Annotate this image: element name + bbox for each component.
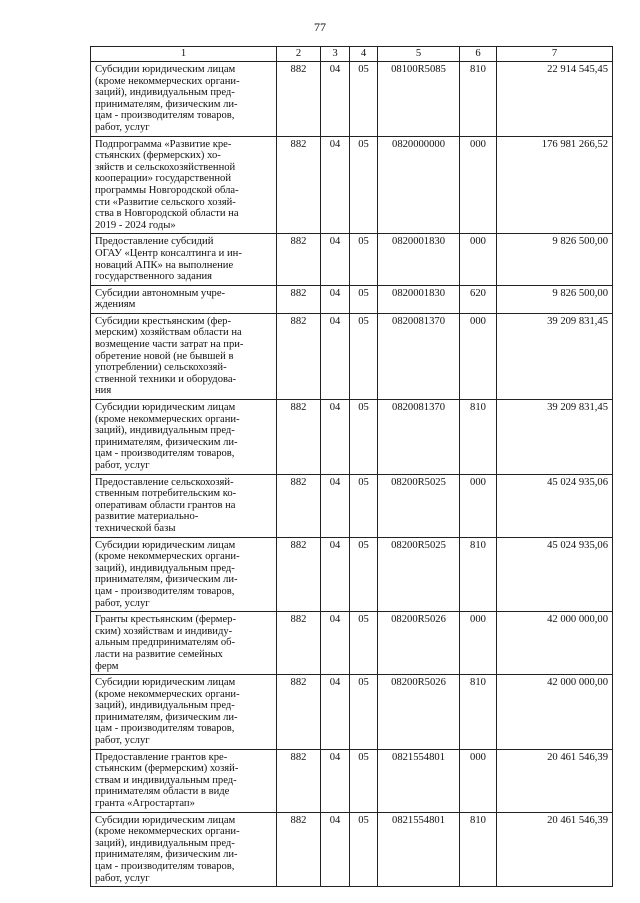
table-row bbox=[91, 474, 613, 537]
cell-target-article: 0820081370 bbox=[378, 313, 460, 399]
header-col-4: 4 bbox=[350, 47, 378, 62]
cell-subsection: 05 bbox=[350, 313, 378, 399]
table-header-row bbox=[91, 47, 613, 62]
cell-expense-type: 810 bbox=[460, 537, 497, 612]
cell-name: Субсидии юридическим лицам (кроме некоммерческих органи- заций), индивидуальным пред- принимателям, физическим ли- цам - производителям товаров, работ, услуг bbox=[91, 537, 277, 612]
cell-subsection: 05 bbox=[350, 812, 378, 887]
cell-section: 04 bbox=[321, 234, 350, 285]
cell-target-article: 08200R5025 bbox=[378, 537, 460, 612]
cell-amount: 9 826 500,00 bbox=[497, 285, 613, 313]
cell-expense-type: 000 bbox=[460, 474, 497, 537]
cell-name: Предоставление субсидий ОГАУ «Центр консалтинга и ин- новаций АПК» на выполнение государственного задания bbox=[91, 234, 277, 285]
cell-subsection: 05 bbox=[350, 675, 378, 750]
cell-subsection: 05 bbox=[350, 62, 378, 137]
cell-subsection: 05 bbox=[350, 285, 378, 313]
cell-ministry-code: 882 bbox=[277, 749, 321, 812]
cell-target-article: 08200R5026 bbox=[378, 612, 460, 675]
cell-name: Субсидии крестьянским (фер- мерским) хозяйствам области на возмещение части затрат на при- обретение новой (не бывшей в употреблении) сельскохозяй- ственной техники и оборудова- ния bbox=[91, 313, 277, 399]
cell-ministry-code: 882 bbox=[277, 812, 321, 887]
cell-expense-type: 810 bbox=[460, 675, 497, 750]
header-col-6: 6 bbox=[460, 47, 497, 62]
table-row bbox=[91, 812, 613, 887]
table-body bbox=[91, 47, 613, 887]
cell-section: 04 bbox=[321, 749, 350, 812]
cell-subsection: 05 bbox=[350, 612, 378, 675]
cell-amount: 176 981 266,52 bbox=[497, 136, 613, 234]
header-col-2: 2 bbox=[277, 47, 321, 62]
cell-name: Подпрограмма «Развитие кре- стьянских (фермерских) хо- зяйств и сельскохозяйственной кооперации» государственной программы Новгородской обла- сти «Развитие сельского хозяй- ства в Новгородской области на 2019 - 2024 годы» bbox=[91, 136, 277, 234]
table-row bbox=[91, 675, 613, 750]
cell-name: Субсидии юридическим лицам (кроме некоммерческих органи- заций), индивидуальным пред- принимателям, физическим ли- цам - производителям товаров, работ, услуг bbox=[91, 812, 277, 887]
cell-ministry-code: 882 bbox=[277, 675, 321, 750]
cell-amount: 9 826 500,00 bbox=[497, 234, 613, 285]
cell-name: Субсидии юридическим лицам (кроме некоммерческих органи- заций), индивидуальным пред- принимателям, физическим ли- цам - производителям товаров, работ, услуг bbox=[91, 400, 277, 475]
cell-subsection: 05 bbox=[350, 400, 378, 475]
table-row bbox=[91, 313, 613, 399]
cell-expense-type: 000 bbox=[460, 749, 497, 812]
budget-table bbox=[90, 46, 613, 887]
cell-amount: 45 024 935,06 bbox=[497, 474, 613, 537]
cell-amount: 42 000 000,00 bbox=[497, 675, 613, 750]
table-row bbox=[91, 749, 613, 812]
cell-ministry-code: 882 bbox=[277, 285, 321, 313]
cell-section: 04 bbox=[321, 62, 350, 137]
cell-expense-type: 810 bbox=[460, 812, 497, 887]
header-col-7: 7 bbox=[497, 47, 613, 62]
cell-target-article: 0821554801 bbox=[378, 749, 460, 812]
cell-amount: 22 914 545,45 bbox=[497, 62, 613, 137]
cell-amount: 39 209 831,45 bbox=[497, 400, 613, 475]
cell-section: 04 bbox=[321, 537, 350, 612]
cell-subsection: 05 bbox=[350, 234, 378, 285]
cell-name: Гранты крестьянским (фермер- ским) хозяйствам и индивиду- альным предпринимателям об- ласти на развитие семейных ферм bbox=[91, 612, 277, 675]
cell-section: 04 bbox=[321, 285, 350, 313]
cell-ministry-code: 882 bbox=[277, 400, 321, 475]
cell-name: Предоставление сельскохозяй- ственным потребительским ко- оперативам области грантов на развитие материально- технической базы bbox=[91, 474, 277, 537]
table-row bbox=[91, 285, 613, 313]
cell-expense-type: 620 bbox=[460, 285, 497, 313]
cell-expense-type: 000 bbox=[460, 612, 497, 675]
cell-section: 04 bbox=[321, 136, 350, 234]
cell-subsection: 05 bbox=[350, 537, 378, 612]
cell-ministry-code: 882 bbox=[277, 136, 321, 234]
cell-ministry-code: 882 bbox=[277, 62, 321, 137]
cell-section: 04 bbox=[321, 474, 350, 537]
cell-target-article: 0820001830 bbox=[378, 234, 460, 285]
cell-name: Субсидии автономным учре- ждениям bbox=[91, 285, 277, 313]
cell-section: 04 bbox=[321, 812, 350, 887]
cell-expense-type: 000 bbox=[460, 313, 497, 399]
cell-ministry-code: 882 bbox=[277, 234, 321, 285]
table-row bbox=[91, 612, 613, 675]
header-col-3: 3 bbox=[321, 47, 350, 62]
cell-target-article: 0821554801 bbox=[378, 812, 460, 887]
cell-ministry-code: 882 bbox=[277, 537, 321, 612]
table-row bbox=[91, 234, 613, 285]
cell-target-article: 08200R5025 bbox=[378, 474, 460, 537]
cell-expense-type: 000 bbox=[460, 136, 497, 234]
cell-name: Предоставление грантов кре- стьянским (фермерским) хозяй- ствам и индивидуальным пред- принимателям области в виде гранта «Агростартап» bbox=[91, 749, 277, 812]
cell-target-article: 0820001830 bbox=[378, 285, 460, 313]
cell-section: 04 bbox=[321, 313, 350, 399]
cell-amount: 20 461 546,39 bbox=[497, 749, 613, 812]
cell-section: 04 bbox=[321, 675, 350, 750]
page-number: 77 bbox=[314, 20, 326, 34]
cell-section: 04 bbox=[321, 612, 350, 675]
cell-expense-type: 810 bbox=[460, 62, 497, 137]
header-col-1: 1 bbox=[91, 47, 277, 62]
cell-amount: 42 000 000,00 bbox=[497, 612, 613, 675]
cell-amount: 39 209 831,45 bbox=[497, 313, 613, 399]
table-row bbox=[91, 136, 613, 234]
cell-amount: 20 461 546,39 bbox=[497, 812, 613, 887]
cell-subsection: 05 bbox=[350, 136, 378, 234]
cell-subsection: 05 bbox=[350, 749, 378, 812]
cell-name: Субсидии юридическим лицам (кроме некоммерческих органи- заций), индивидуальным пред- принимателям, физическим ли- цам - производителям товаров, работ, услуг bbox=[91, 675, 277, 750]
cell-target-article: 08100R5085 bbox=[378, 62, 460, 137]
cell-ministry-code: 882 bbox=[277, 313, 321, 399]
cell-section: 04 bbox=[321, 400, 350, 475]
table-row bbox=[91, 62, 613, 137]
cell-name: Субсидии юридическим лицам (кроме некоммерческих органи- заций), индивидуальным пред- принимателям, физическим ли- цам - производителям товаров, работ, услуг bbox=[91, 62, 277, 137]
cell-subsection: 05 bbox=[350, 474, 378, 537]
cell-target-article: 0820000000 bbox=[378, 136, 460, 234]
table-row bbox=[91, 400, 613, 475]
cell-expense-type: 000 bbox=[460, 234, 497, 285]
cell-amount: 45 024 935,06 bbox=[497, 537, 613, 612]
table-row bbox=[91, 537, 613, 612]
cell-ministry-code: 882 bbox=[277, 474, 321, 537]
cell-target-article: 08200R5026 bbox=[378, 675, 460, 750]
cell-target-article: 0820081370 bbox=[378, 400, 460, 475]
cell-ministry-code: 882 bbox=[277, 612, 321, 675]
cell-expense-type: 810 bbox=[460, 400, 497, 475]
header-col-5: 5 bbox=[378, 47, 460, 62]
